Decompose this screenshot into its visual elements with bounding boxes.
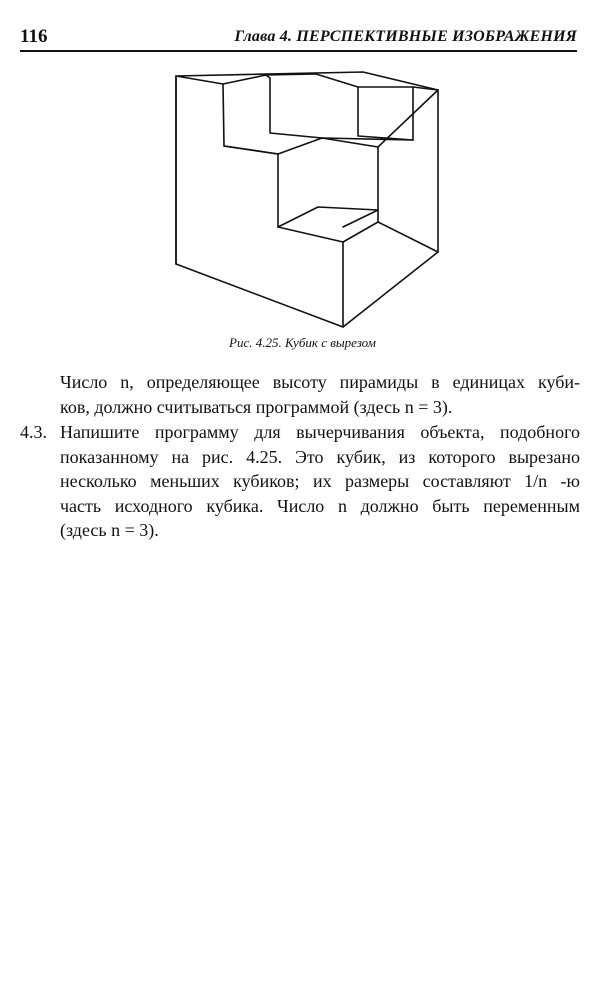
cube-with-cutout-figure: [168, 62, 448, 332]
step-right-block: [358, 87, 413, 140]
lower-cut-right: [343, 210, 378, 242]
paragraph-line: ков, должно считываться программой (здесь n = 3).: [60, 396, 453, 417]
figure-caption: Рис. 4.25. Кубик с вырезом: [229, 335, 376, 350]
page-number: 116: [20, 26, 48, 47]
exercise-text: [60, 420, 580, 543]
outer-right-lower: [378, 222, 438, 252]
exercise-line: часть исходного кубика. Число n должно быть переменным: [60, 495, 580, 516]
cube-top-edges: [176, 76, 278, 154]
middle-ledge-front: [322, 138, 378, 227]
exercise-number: 4.3.: [20, 422, 47, 442]
exercise-line: несколько меньших кубиков; их размеры составляют 1/n -ю: [60, 471, 580, 491]
exercise-line: (здесь n = 3).: [60, 520, 159, 540]
running-head: Глава 4. ПЕРСПЕКТИВНЫЕ ИЗОБРАЖЕНИЯ: [234, 28, 577, 45]
lower-cut-front: [278, 227, 343, 327]
outer-right-upper: [378, 90, 438, 147]
step-face-upper-back: [266, 74, 316, 75]
step-upper-inner: [266, 75, 322, 138]
header-rule: [20, 50, 577, 52]
cube-drawing: [168, 62, 448, 332]
step-face-upper: [223, 75, 266, 84]
cube-outline: [176, 72, 438, 327]
exercise-line: показанному на рис. 4.25. Это кубик, из которого вырезано: [60, 446, 580, 467]
paragraph: [60, 370, 580, 419]
exercise-line: Напишите программу для вычерчивания объекта, подобного: [60, 422, 580, 442]
paragraph-line: Число n, определяющее высоту пирамиды в единицах куби-: [60, 372, 580, 392]
